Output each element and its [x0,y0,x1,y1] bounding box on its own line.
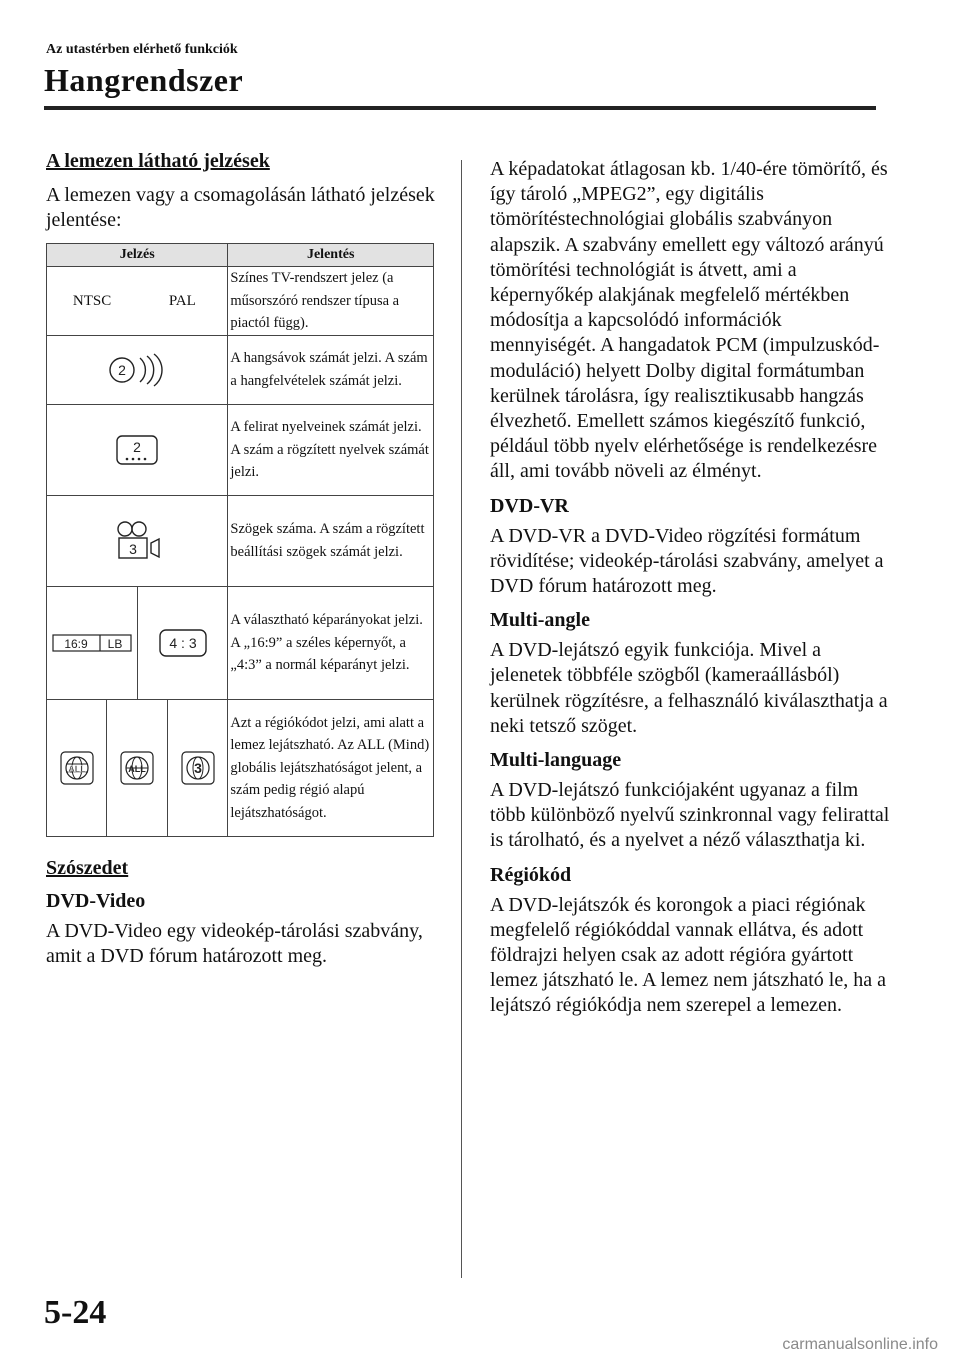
ntsc-label: NTSC [72,292,112,309]
svg-text:2: 2 [133,438,142,455]
table-row [47,404,434,495]
svg-text:16:9: 16:9 [64,636,88,651]
region-all-globe-icon [60,751,94,785]
watermark: carmanualsonline.info [782,1336,938,1353]
table-header-meaning: Jelentés [228,244,434,267]
camera-angle-icon [111,519,163,563]
multilanguage-text: A DVD-lejátszó funkciójaként ugyanaz a film több különböző nyelvű szinkronnal vagy felirattal is tárolható, és a nyelvet a néző választhatja ki. [490,779,890,852]
title-rule [44,106,876,110]
table-cell-meaning: Azt a régiókódot jelzi, ami alatt a lemez lejátszható. Az ALL (Mind) globális lejátszhatóságot jelent, a szám pedig régió alapú lejátszhatóságot. [228,699,434,836]
symbols-intro: A lemezen vagy a csomagolásán látható jelzések jelentése: [46,184,435,232]
region-code-heading: Régiókód [490,863,572,886]
multiangle-heading: Multi-angle [490,609,590,632]
mpeg2-paragraph: A képadatokat átlagosan kb. 1/40-ére tömörítő, és így tároló „MPEG2”, egy digitális tömörítéstechnológiai globális szabványon alapszik. A szabvány emellett egy változó arányú tömörítési technológiát is átvett, ami a képernyőkép alakjának megfelelő mértékben módosítja a kapcsolódó információk mennyiségét. A hangadatok PCM (impulzuskód-moduláció) helyett Dolby digital formátumban kerülnek tárolásra, így realisztikusabb hangzás élvezhető. Emellett számos kiegészítő funkció, például több nyelv elérhetősége is rendelkezésre áll, ami tovább növeli az élményt. [490,158,888,483]
svg-text:3: 3 [193,759,202,776]
region-code-text: A DVD-lejátszók és korongok a piaci régiónak megfelelő régiókóddal vannak ellátva, és adott földrajzi helyen csak az adott régióra gyártott lemez játszható le. A lemez nem játszható le, ha a lejátszó régiókódja nem szerepel a lemezen. [490,893,886,1017]
table-row [47,699,434,836]
dvd-video-text: A DVD-Video egy videokép-tárolási szabvány, amit a DVD fórum határozott meg. [46,919,423,968]
table-cell-meaning: A választható képarányokat jelzi. A „16:9” a széles képernyőt, a „4:3” a normál képarányt jelzi. [228,586,434,699]
audio-tracks-icon [107,353,167,387]
multiangle-text: A DVD-lejátszó egyik funkciója. Mivel a jelenetek többféle szögből (kameraállásból) kerülnek rögzítésre, a felhasználó kiválaszthatja a neki tetsző szöget. [490,639,888,737]
page-title: Hangrendszer [44,62,244,98]
subtitle-icon [115,434,159,466]
dvdvr-text: A DVD-VR a DVD-Video rögzítési formátum rövidítése; videokép-tárolási szabvány, amelyet a DVD fórum határozott meg. [490,524,884,598]
column-divider [461,160,462,1278]
normal-aspect-icon [158,628,208,658]
table-cell-meaning: A hangsávok számát jelzi. A szám a hangfelvételek számát jelzi. [228,335,434,404]
widescreen-icon [52,633,132,653]
dvdvr-heading: DVD-VR [490,494,569,517]
region-number-icon [181,751,215,785]
svg-text:2: 2 [118,361,127,378]
left-column [46,150,436,979]
table-row [47,335,434,404]
table-row [47,267,434,336]
table-cell-meaning: Színes TV-rendszert jelez (a műsorszóró rendszer típusa a piactól függ). [228,267,434,336]
pal-label: PAL [168,292,196,309]
table-row [47,495,434,586]
svg-text:3: 3 [129,540,138,557]
section-label: Az utastérben elérhető funkciók [46,42,238,57]
right-column [490,157,890,1029]
multilanguage-heading: Multi-language [490,749,622,772]
region-all-icon [120,751,154,785]
table-header-symbol: Jelzés [47,244,228,267]
symbols-heading: A lemezen látható jelzések [46,150,270,172]
table-cell-meaning: A felirat nyelveinek számát jelzi. A szám a rögzített nyelvek számát jelzi. [228,404,434,495]
table-cell-meaning: Szögek száma. A szám a rögzített beállítási szögek számát jelzi. [228,495,434,586]
symbols-table [46,243,434,837]
table-row [47,586,434,699]
svg-text:4 : 3: 4 : 3 [168,634,197,651]
svg-text:ALL: ALL [128,763,146,774]
glossary-heading: Szószedet [46,856,129,879]
dvd-video-heading: DVD-Video [46,889,146,912]
page-number: 5-24 [44,1294,107,1331]
svg-text:LB: LB [107,636,123,651]
svg-text:ALL: ALL [67,763,86,774]
